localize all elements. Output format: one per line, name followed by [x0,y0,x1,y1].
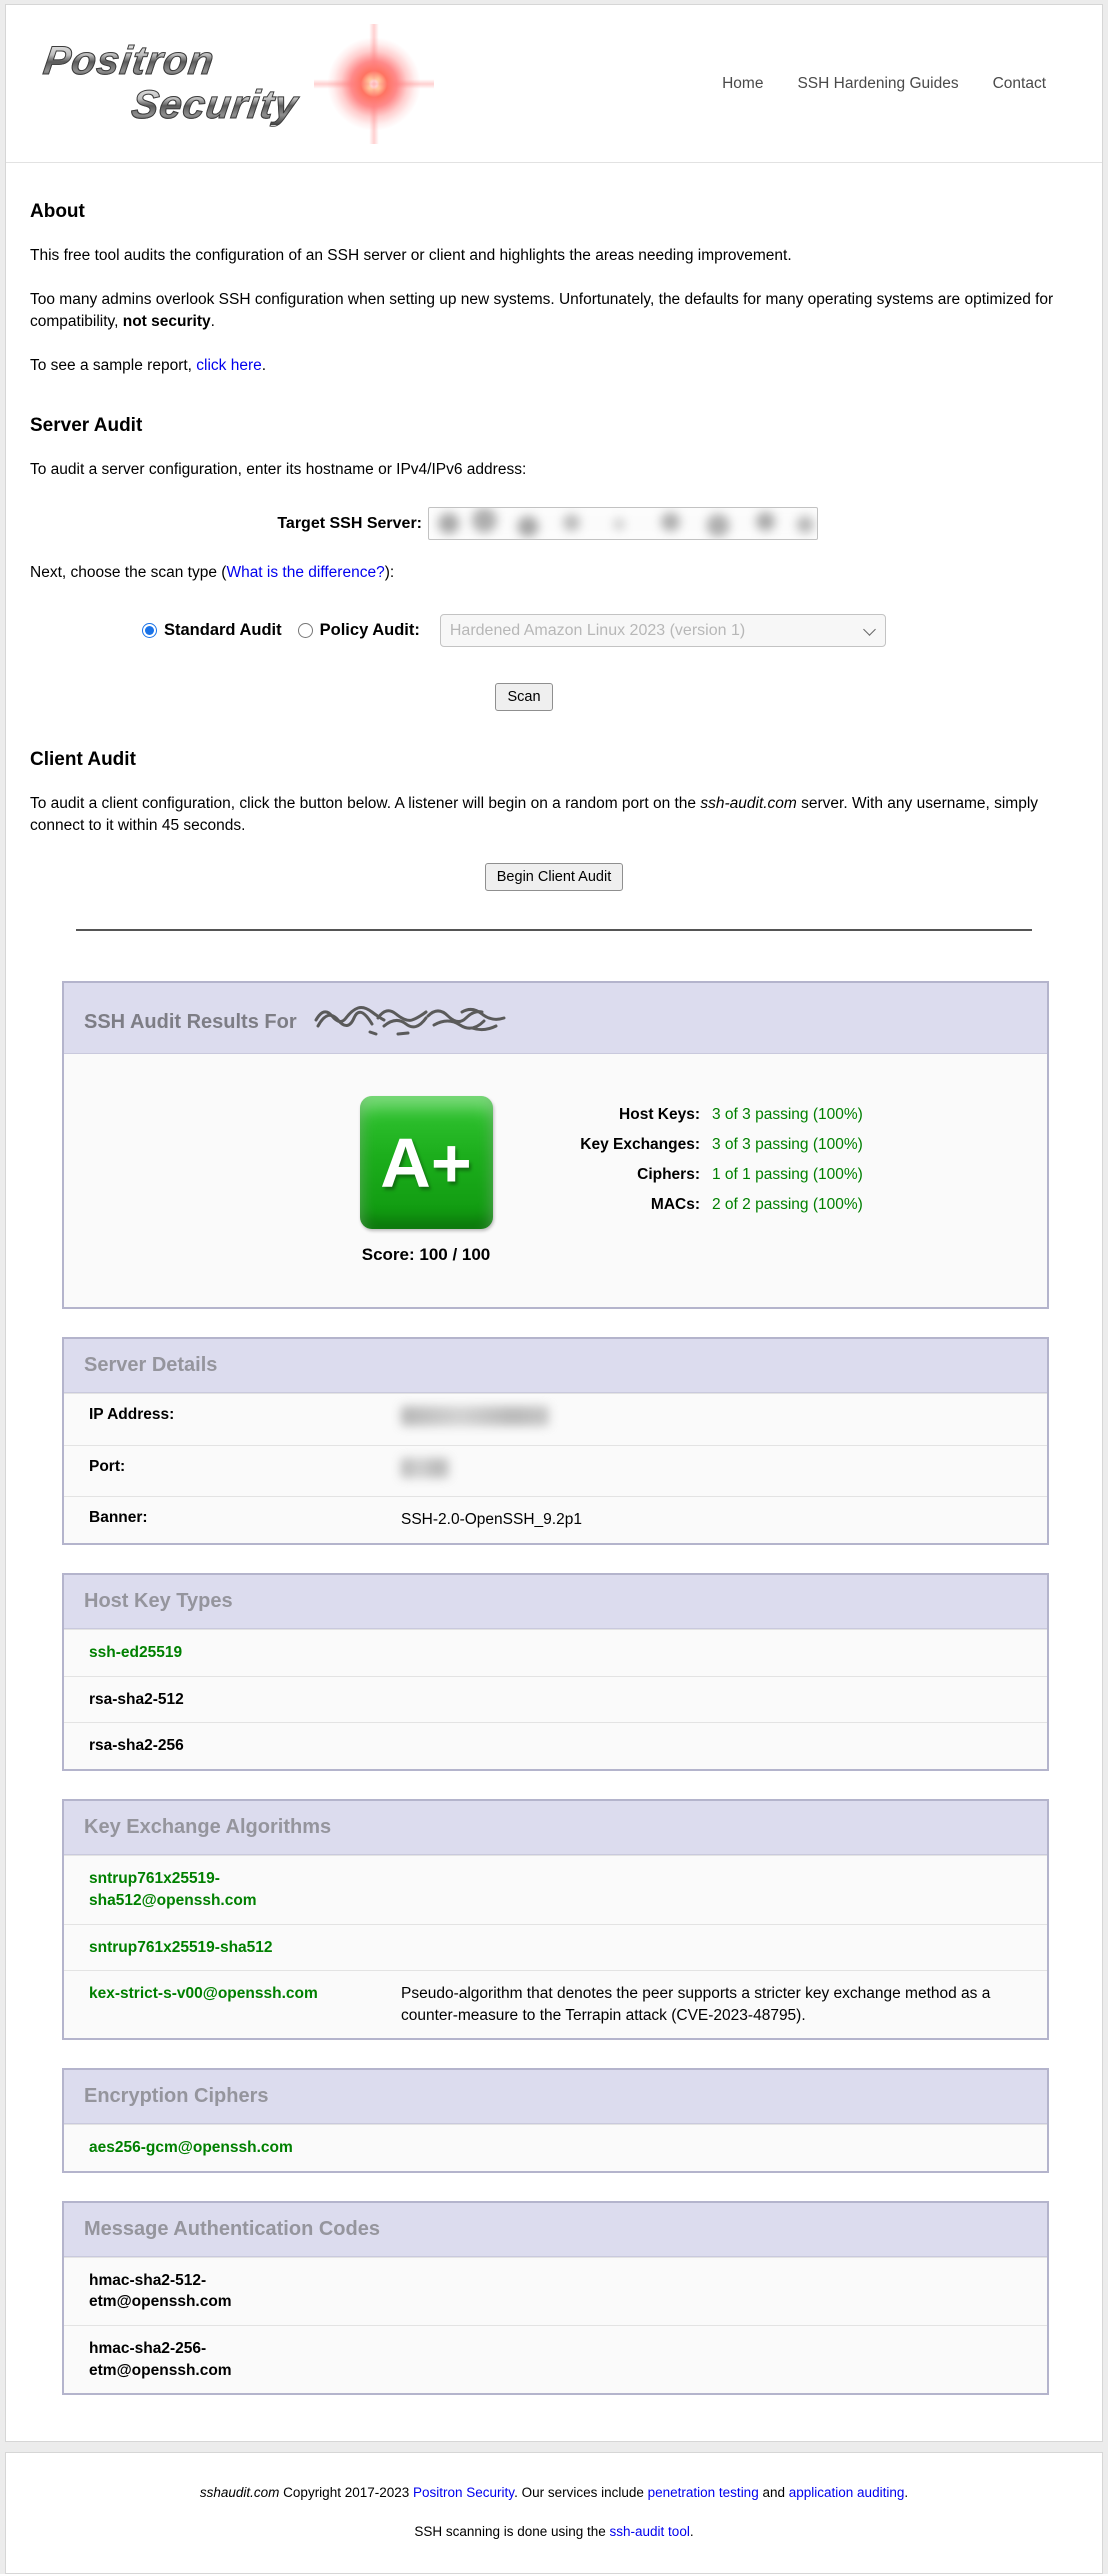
positron-security-logo [40,19,474,149]
standard-audit-radio[interactable] [142,623,157,638]
redacted-hostname-scribble [312,998,512,1038]
kex-strict-note: Pseudo-algorithm that denotes the peer supports a stricter key exchange method as a counter-measure to the Terrapin attack (CVE-2023-48795). [401,1985,991,2024]
results-divider [76,929,1032,931]
table-row: kex-strict-s-v00@openssh.com Pseudo-algorithm that denotes the peer supports a stricter key exchange method as a counter-measure to the Terrapin attack (CVE-2023-48795). [64,1970,1047,2038]
table-row: hmac-sha2-512- etm@openssh.com [64,2257,1047,2325]
server-details-panel [62,1337,1049,1545]
main-nav [722,75,1046,93]
client-audit-paragraph: To audit a client configuration, click the button below. A listener will begin on a random port on the ssh-audit.com server. With any username, simply connect to it within 45 seconds. [30,795,1039,834]
table-row: sntrup761x25519-sha512 [64,1924,1047,1971]
main-content-card [5,4,1103,2442]
results-body [64,1054,1047,1307]
results-panel-header: SSH Audit Results For [64,983,1047,1054]
nav-home[interactable]: Home [722,74,764,92]
about-heading: About [30,201,85,222]
server-audit-intro: To audit a server configuration, enter its hostname or IPv4/IPv6 address: [30,461,527,478]
policy-audit-label: Policy Audit: [319,621,420,639]
encryption-ciphers-panel [62,2068,1049,2173]
about-paragraph-2: Too many admins overlook SSH configuration when setting up new systems. Unfortunately, the defaults for many operating systems are optimized for compatibility, not security. [30,291,1054,330]
scan-type-text: Next, choose the scan type (What is the difference?): [30,564,395,581]
footer-ssh-audit-tool-link[interactable]: ssh-audit tool [609,2524,690,2540]
ssh-audit-domain: ssh-audit.com [700,795,797,812]
logo-text-positron: Positron [40,38,218,83]
policy-audit-radio[interactable] [298,623,313,638]
grade-badge: A+ [360,1096,493,1229]
site-footer [5,2452,1103,2574]
nav-contact[interactable]: Contact [992,74,1046,92]
target-server-input[interactable] [428,507,818,540]
key-exchange-header: Key Exchange Algorithms [64,1801,1047,1855]
footer-penetration-testing-link[interactable]: penetration testing [647,2485,759,2501]
target-server-label: Target SSH Server: [277,514,422,532]
site-header [6,5,1102,163]
stat-macs: MACs: 2 of 2 passing (100%) [650,1196,863,1213]
not-security-emphasis: not security [122,313,211,330]
begin-client-audit-button[interactable]: Begin Client Audit [485,863,623,891]
table-row: sntrup761x25519- sha512@openssh.com [64,1855,1047,1923]
results-stats [522,1090,863,1265]
scan-button[interactable]: Scan [495,683,552,711]
footer-site-name: sshaudit.com [199,2485,280,2501]
footer-line-1: sshaudit.com Copyright 2017-2023 Positron Security. Our services include penetration testing and application auditing. [199,2485,909,2501]
score-text: Score: 100 / 100 [361,1245,491,1264]
scan-type-row [142,614,1078,647]
table-row: rsa-sha2-512 [64,1676,1047,1723]
logo-text-security: Security [128,82,301,127]
server-details-header: Server Details [64,1339,1047,1393]
host-key-types-header: Host Key Types [64,1575,1047,1629]
nav-ssh-hardening-guides[interactable]: SSH Hardening Guides [797,74,959,92]
table-row: rsa-sha2-256 [64,1722,1047,1769]
policy-select[interactable] [440,614,886,647]
sample-report-link[interactable]: click here [196,357,262,374]
redacted-ip-address [401,1406,549,1426]
table-row: ssh-ed25519 [64,1629,1047,1676]
table-row: Banner: SSH-2.0-OpenSSH_9.2p1 [64,1496,1047,1543]
about-paragraph-3: To see a sample report, click here. [30,357,267,374]
macs-header: Message Authentication Codes [64,2203,1047,2257]
redacted-hostname-blur [428,507,818,540]
server-audit-heading: Server Audit [30,415,143,436]
about-paragraph-1: This free tool audits the configuration of an SSH server or client and highlights the areas needing improvement. [30,247,792,264]
footer-line-2: SSH scanning is done using the ssh-audit tool. [414,2524,694,2540]
target-server-row [30,507,1078,540]
key-exchange-panel [62,1799,1049,2040]
banner-value: SSH-2.0-OpenSSH_9.2p1 [401,1511,582,1529]
redacted-port [401,1458,449,1478]
client-audit-heading: Client Audit [30,749,136,770]
table-row: IP Address: [64,1393,1047,1445]
table-row: Port: [64,1445,1047,1497]
macs-panel [62,2201,1049,2396]
footer-positron-security-link[interactable]: Positron Security [413,2485,515,2501]
ssh-audit-results-panel [62,981,1049,1309]
footer-application-auditing-link[interactable]: application auditing [788,2485,905,2501]
table-row: aes256-gcm@openssh.com [64,2124,1047,2171]
standard-audit-label: Standard Audit [164,621,282,639]
stat-host-keys: Host Keys: 3 of 3 passing (100%) [619,1106,863,1123]
host-key-types-panel [62,1573,1049,1771]
stat-key-exchanges: Key Exchanges: 3 of 3 passing (100%) [580,1136,863,1153]
table-row: hmac-sha2-256- etm@openssh.com [64,2325,1047,2393]
scan-type-difference-link[interactable]: What is the difference? [226,564,385,581]
stat-ciphers: Ciphers: 1 of 1 passing (100%) [637,1166,863,1183]
encryption-ciphers-header: Encryption Ciphers [64,2070,1047,2124]
